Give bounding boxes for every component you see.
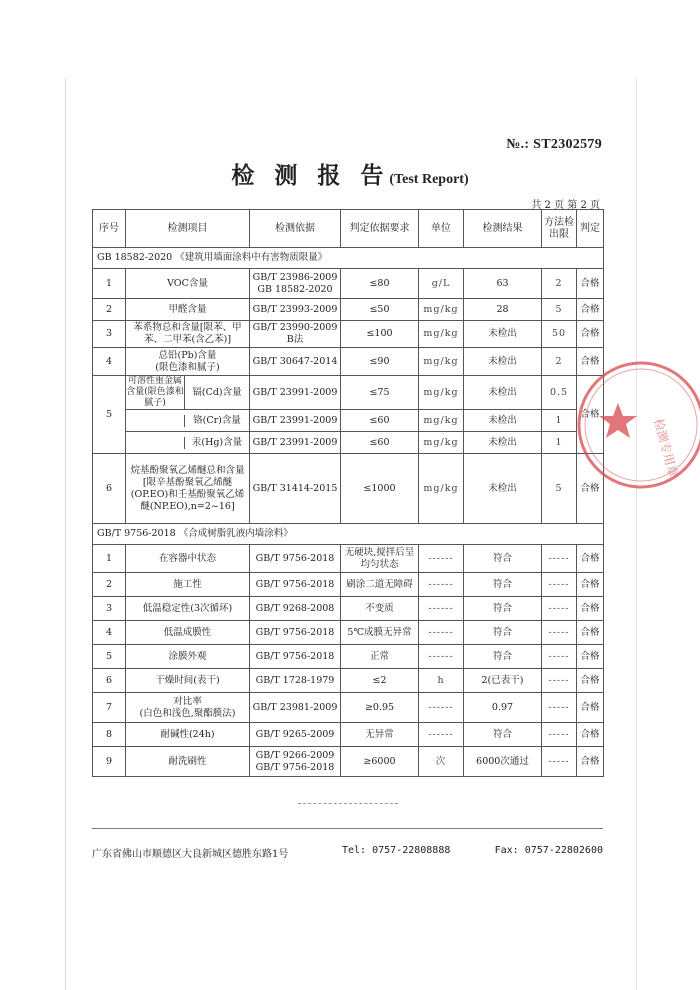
requirement: ≤75: [341, 376, 419, 410]
requirement: 无硬块,搅拌后呈均匀状态: [341, 545, 419, 573]
row-number: 2: [93, 573, 126, 597]
row-number: 2: [93, 299, 126, 321]
requirement: 不变质: [341, 597, 419, 621]
detection-limit: 1: [542, 432, 577, 454]
detection-limit: 0.5: [542, 376, 577, 410]
requirement: 刷涂二道无障碍: [341, 573, 419, 597]
requirement: ≤60: [341, 432, 419, 454]
row-number: 5: [93, 376, 126, 454]
unit: mg/kg: [419, 299, 464, 321]
unit: ------: [419, 573, 464, 597]
requirement: ≤100: [341, 321, 419, 348]
table-row: [93, 410, 604, 432]
verdict: 合格: [577, 669, 604, 693]
test-item: 耐洗刷性: [126, 747, 250, 777]
result: 6000次通过: [464, 747, 542, 777]
unit: mg/kg: [419, 376, 464, 410]
detection-limit: -----: [542, 621, 577, 645]
detection-limit: 5: [542, 299, 577, 321]
detection-limit: 5: [542, 454, 577, 524]
header-verdict: 判定: [577, 210, 604, 248]
table-row: [93, 545, 604, 573]
detection-limit: -----: [542, 545, 577, 573]
result: 符合: [464, 621, 542, 645]
detection-limit: 2: [542, 269, 577, 299]
detection-limit: 1: [542, 410, 577, 432]
detection-limit: 2: [542, 348, 577, 376]
verdict: 合格: [577, 321, 604, 348]
unit: 次: [419, 747, 464, 777]
result: 未检出: [464, 348, 542, 376]
report-title: [0, 157, 700, 190]
requirement: ≤60: [341, 410, 419, 432]
row-number: 9: [93, 747, 126, 777]
unit: mg/kg: [419, 321, 464, 348]
results-table: [92, 209, 604, 777]
end-mark: [298, 803, 398, 804]
requirement: ≥6000: [341, 747, 419, 777]
test-basis: GB/T 9756-2018: [250, 573, 341, 597]
result: 符合: [464, 597, 542, 621]
header-limit: 方法检出限: [542, 210, 577, 248]
unit: mg/kg: [419, 348, 464, 376]
requirement: ≤80: [341, 269, 419, 299]
table-row: [93, 693, 604, 723]
result: 符合: [464, 645, 542, 669]
test-basis: GB/T 9265-2009: [250, 723, 341, 747]
test-item: 干燥时间(表干): [126, 669, 250, 693]
section-title: GB 18582-2020 《建筑用墙面涂料中有害物质限量》: [93, 248, 604, 269]
verdict: 合格: [577, 348, 604, 376]
test-subitem: 镉(Cd)含量: [192, 386, 242, 398]
detection-limit: -----: [542, 573, 577, 597]
table-row: [93, 321, 604, 348]
test-item: [126, 376, 250, 410]
table-row: [93, 573, 604, 597]
verdict: 合格: [577, 299, 604, 321]
page-info: 共 2 页 第 2 页: [531, 200, 600, 211]
table-row: [93, 747, 604, 777]
header-item: 检测项目: [126, 210, 250, 248]
test-basis: GB/T 23990-2009 B法: [250, 321, 341, 348]
test-basis: GB/T 23991-2009: [250, 410, 341, 432]
verdict: 合格: [577, 269, 604, 299]
row-number: 7: [93, 693, 126, 723]
detection-limit: -----: [542, 597, 577, 621]
unit: g/L: [419, 269, 464, 299]
verdict: 合格: [577, 573, 604, 597]
unit: ------: [419, 621, 464, 645]
unit: h: [419, 669, 464, 693]
detection-limit: -----: [542, 645, 577, 669]
test-basis: GB/T 9756-2018: [250, 621, 341, 645]
requirement: ≥0.95: [341, 693, 419, 723]
row-number: 6: [93, 669, 126, 693]
table-header-row: [93, 210, 604, 248]
table-row: [93, 645, 604, 669]
verdict: 合格: [577, 693, 604, 723]
test-basis: GB/T 1728-1979: [250, 669, 341, 693]
result: 2(已表干): [464, 669, 542, 693]
test-item: 涂膜外观: [126, 645, 250, 669]
unit: mg/kg: [419, 432, 464, 454]
test-subitem: 汞(Hg)含量: [191, 436, 243, 448]
section-title: GB/T 9756-2018 《合成树脂乳液内墙涂料》: [93, 524, 604, 545]
result: 符合: [464, 545, 542, 573]
test-basis: GB/T 9756-2018: [250, 545, 341, 573]
detection-limit: -----: [542, 669, 577, 693]
footer-address: 广东省佛山市顺德区大良新城区德胜东路1号: [92, 849, 289, 860]
footer-tel: Tel: 0757-22808888: [342, 845, 451, 856]
requirement: 正常: [341, 645, 419, 669]
result: 未检出: [464, 454, 542, 524]
test-basis: GB/T 9266-2009 GB/T 9756-2018: [250, 747, 341, 777]
official-seal: [566, 350, 700, 500]
header-requirement: 判定依据要求: [341, 210, 419, 248]
test-item: 对比率 (白色和浅色,聚酯膜法): [126, 693, 250, 723]
footer-fax: Fax: 0757-22802600: [494, 845, 603, 856]
row-number: 5: [93, 645, 126, 669]
test-item: VOC含量: [126, 269, 250, 299]
result: 符合: [464, 573, 542, 597]
detection-limit: -----: [542, 723, 577, 747]
test-item: 施工性: [126, 573, 250, 597]
test-item: 烷基酚聚氧乙烯醚总和含量[限辛基酚聚氧乙烯醚(OP.EO)和壬基酚聚氧乙烯醚(NP.EO),n=2~16]: [126, 454, 250, 524]
footer-divider: [92, 828, 603, 829]
row-number: 1: [93, 545, 126, 573]
heavy-metal-group-spacer: [126, 437, 185, 449]
table-row: [93, 348, 604, 376]
test-subitem: 铬(Cr)含量: [193, 414, 241, 426]
table-row: [93, 723, 604, 747]
test-item: 苯系物总和含量[限苯、甲苯、二甲苯(含乙苯)]: [126, 321, 250, 348]
header-basis: 检测依据: [250, 210, 341, 248]
verdict: 合格: [577, 747, 604, 777]
test-basis: GB/T 23991-2009: [250, 432, 341, 454]
result: 28: [464, 299, 542, 321]
unit: ------: [419, 645, 464, 669]
test-item: [126, 432, 250, 454]
row-number: 1: [93, 269, 126, 299]
table-row: [93, 432, 604, 454]
test-basis: GB/T 31414-2015: [250, 454, 341, 524]
detection-limit: -----: [542, 747, 577, 777]
test-item: 在容器中状态: [126, 545, 250, 573]
header-no: 序号: [93, 210, 126, 248]
verdict: 合格: [577, 376, 604, 454]
table-row: [93, 376, 604, 410]
requirement: 无异常: [341, 723, 419, 747]
test-basis: GB/T 9756-2018: [250, 645, 341, 669]
result: 未检出: [464, 321, 542, 348]
section-row: [93, 524, 604, 545]
result: 63: [464, 269, 542, 299]
test-item: 低温成膜性: [126, 621, 250, 645]
test-item: 甲醛含量: [126, 299, 250, 321]
unit: mg/kg: [419, 454, 464, 524]
test-basis: GB/T 23993-2009: [250, 299, 341, 321]
unit: ------: [419, 723, 464, 747]
unit: ------: [419, 693, 464, 723]
test-basis: GB/T 9268-2008: [250, 597, 341, 621]
verdict: 合格: [577, 545, 604, 573]
row-number: 4: [93, 621, 126, 645]
verdict: 合格: [577, 621, 604, 645]
heavy-metal-group-spacer: [126, 415, 185, 427]
table-row: [93, 621, 604, 645]
test-basis: GB/T 23991-2009: [250, 376, 341, 410]
requirement: 5℃成膜无异常: [341, 621, 419, 645]
section-row: [93, 248, 604, 269]
row-number: 3: [93, 321, 126, 348]
result: 符合: [464, 723, 542, 747]
requirement: ≤1000: [341, 454, 419, 524]
row-number: 4: [93, 348, 126, 376]
result: 未检出: [464, 432, 542, 454]
test-basis: GB/T 30647-2014: [250, 348, 341, 376]
requirement: ≤90: [341, 348, 419, 376]
row-number: 3: [93, 597, 126, 621]
title-zh: 检 测 报 告: [231, 162, 390, 189]
result: 未检出: [464, 410, 542, 432]
detection-limit: 50: [542, 321, 577, 348]
svg-text:检测专用章: 检测专用章: [651, 417, 681, 479]
detection-limit: -----: [542, 693, 577, 723]
report-number: №.: ST2302579: [506, 137, 602, 152]
requirement: ≤2: [341, 669, 419, 693]
header-result: 检测结果: [464, 210, 542, 248]
test-item: 低温稳定性(3次循环): [126, 597, 250, 621]
requirement: ≤50: [341, 299, 419, 321]
result: 0.97: [464, 693, 542, 723]
test-item: [126, 410, 250, 432]
unit: ------: [419, 597, 464, 621]
verdict: 合格: [577, 645, 604, 669]
unit: ------: [419, 545, 464, 573]
title-en: (Test Report): [389, 172, 469, 187]
table-row: [93, 299, 604, 321]
row-number: 8: [93, 723, 126, 747]
verdict: 合格: [577, 454, 604, 524]
header-unit: 单位: [419, 210, 464, 248]
verdict: 合格: [577, 723, 604, 747]
table-row: [93, 454, 604, 524]
table-row: [93, 269, 604, 299]
test-basis: GB/T 23981-2009: [250, 693, 341, 723]
result: 未检出: [464, 376, 542, 410]
verdict: 合格: [577, 597, 604, 621]
heavy-metal-group: 可溶性重金属含量(限色漆和腻子): [126, 376, 184, 408]
test-item: 耐碱性(24h): [126, 723, 250, 747]
table-row: [93, 597, 604, 621]
row-number: 6: [93, 454, 126, 524]
test-basis: GB/T 23986-2009 GB 18582-2020: [250, 269, 341, 299]
test-item: 总铅(Pb)含量 (限色漆和腻子): [126, 348, 250, 376]
table-row: [93, 669, 604, 693]
unit: mg/kg: [419, 410, 464, 432]
